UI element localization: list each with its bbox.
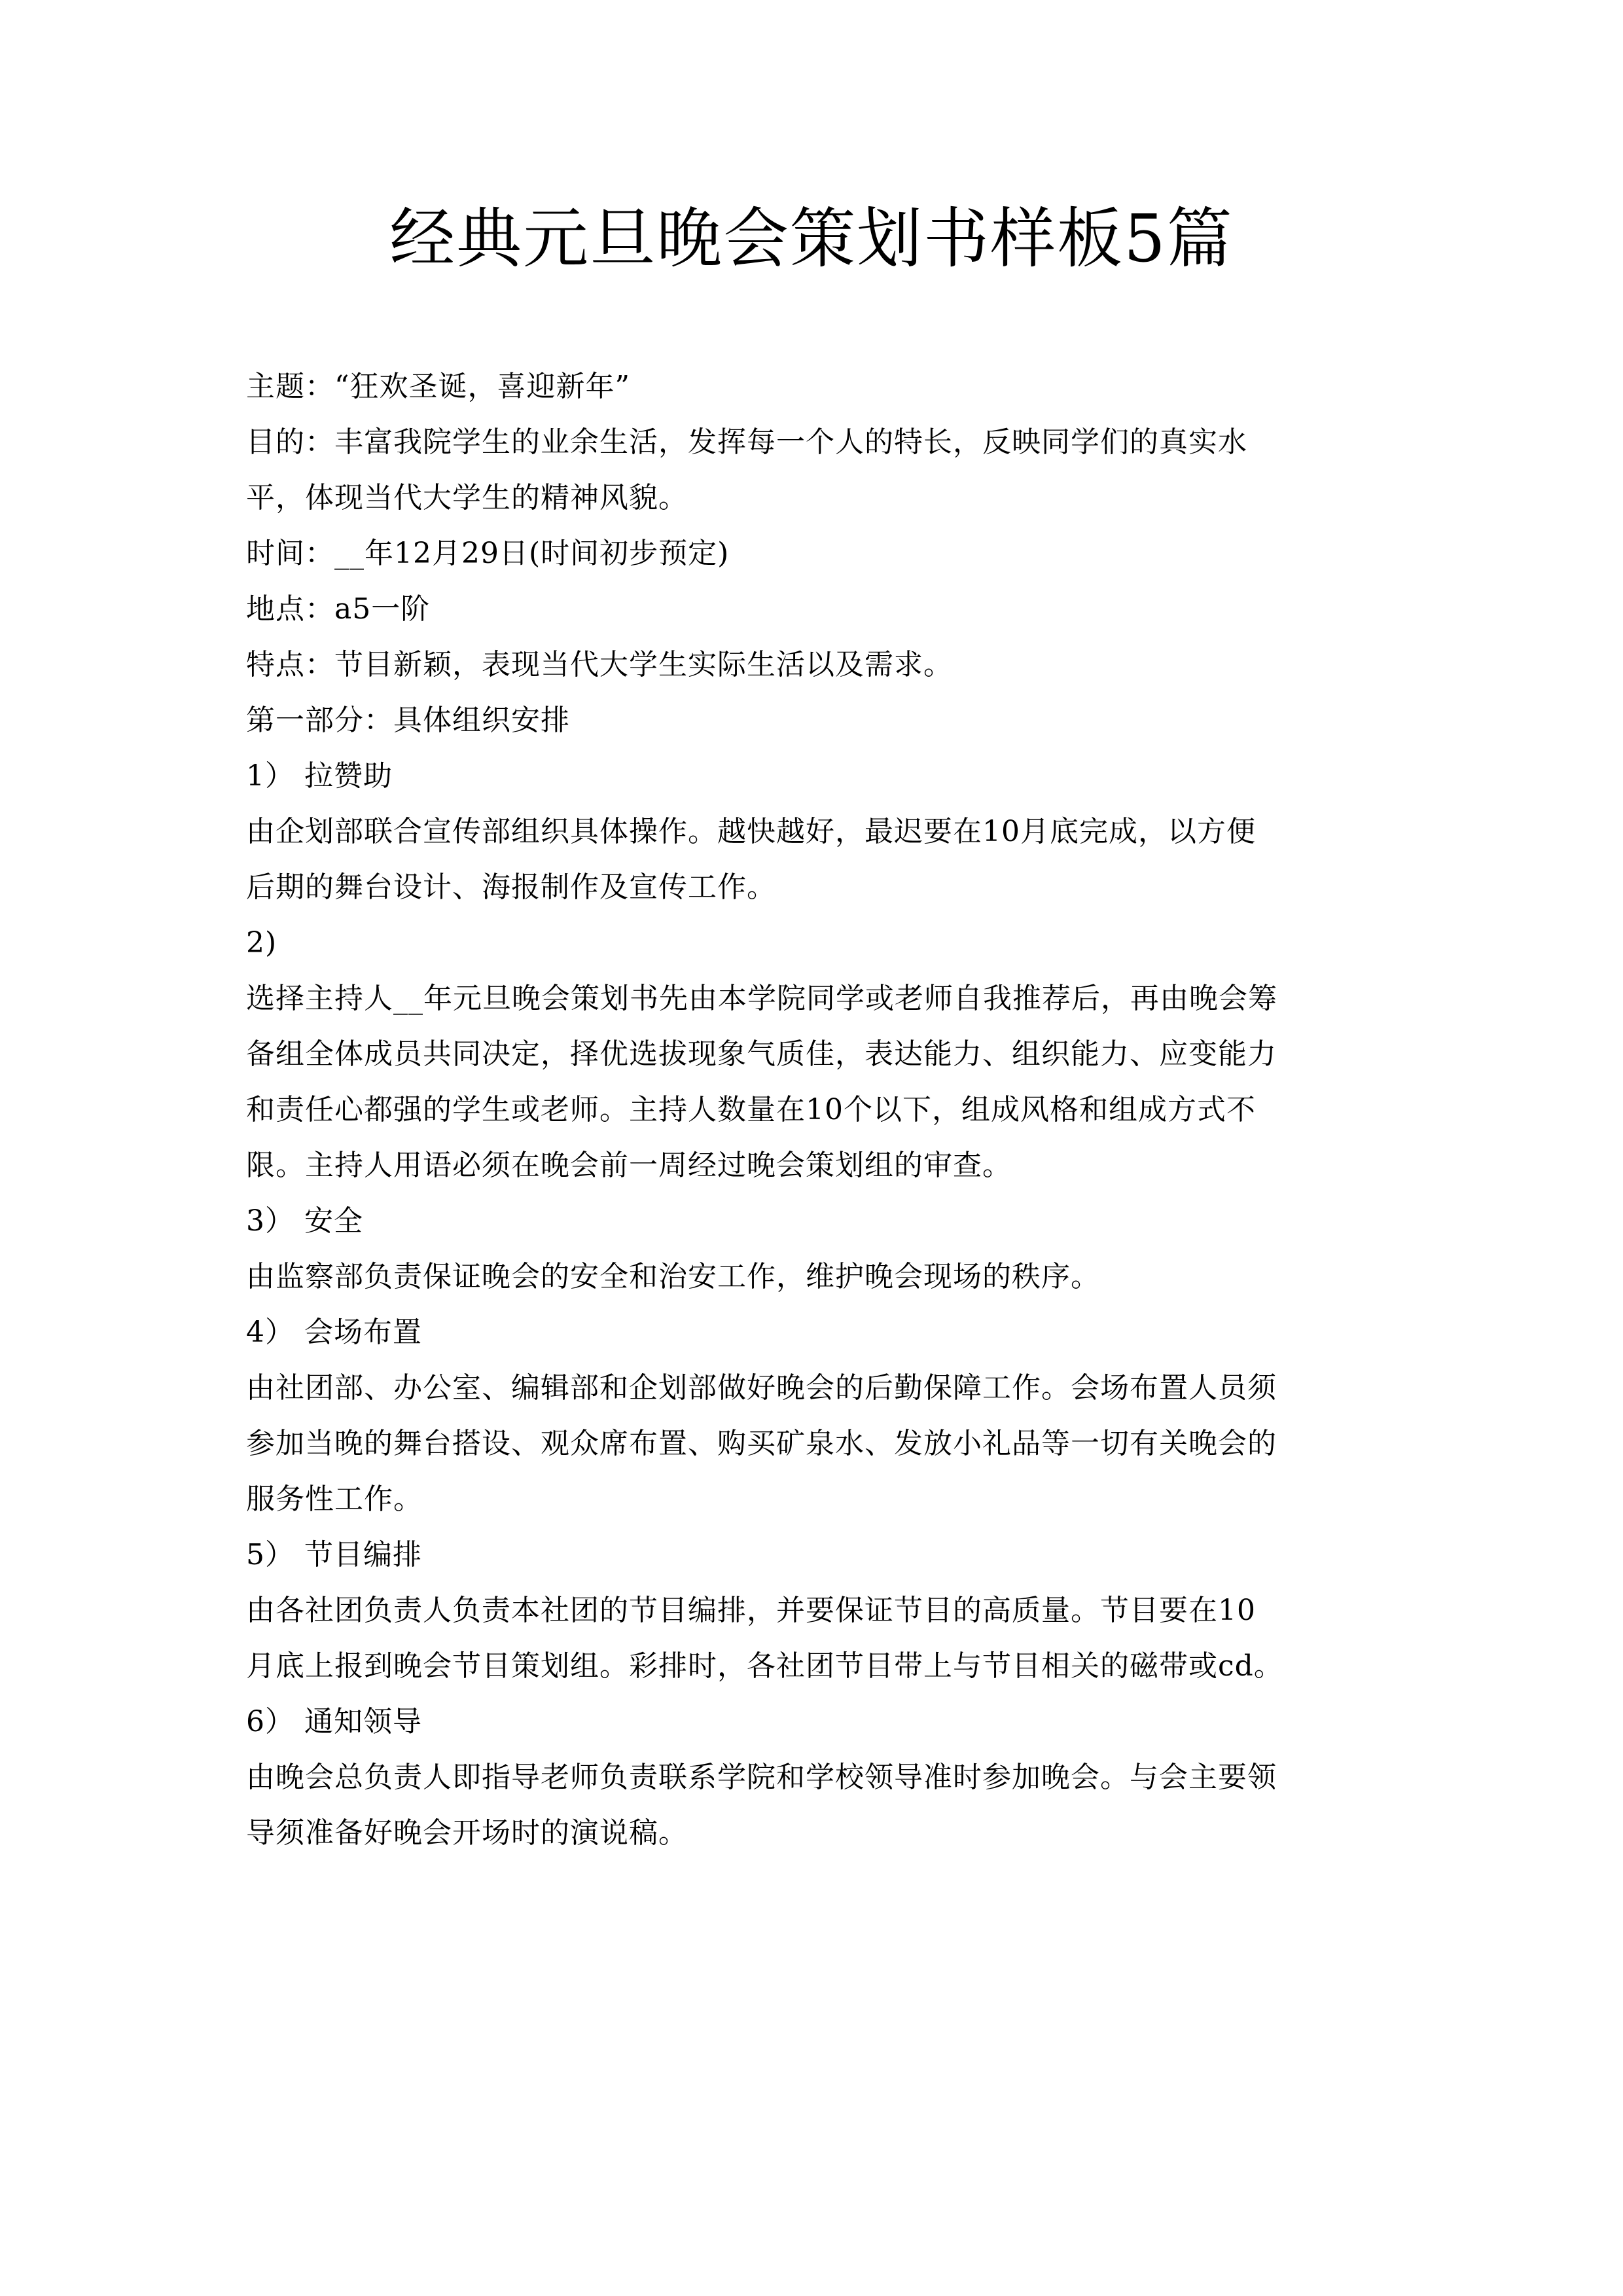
paragraph-line: 备组全体成员共同决定，择优选拔现象气质佳，表达能力、组织能力、应变能力 [246, 1037, 1277, 1071]
paragraph-line: 选择主持人__年元旦晚会策划书先由本学院同学或老师自我推荐后，再由晚会筹 [246, 982, 1277, 1015]
paragraph-line: 后期的舞台设计、海报制作及宣传工作。 [246, 870, 776, 904]
item-heading: 1） 拉赞助 [246, 759, 393, 793]
paragraph-line: 和责任心都强的学生或老师。主持人数量在10个以下，组成风格和组成方式不 [246, 1093, 1256, 1126]
paragraph-line: 参加当晚的舞台搭设、观众席布置、购买矿泉水、发放小礼品等一切有关晚会的 [246, 1427, 1277, 1460]
paragraph-line: 时间：__年12月29日(时间初步预定) [246, 537, 730, 570]
paragraph-line: 主题：“狂欢圣诞，喜迎新年” [246, 370, 630, 403]
paragraph-line: 平，体现当代大学生的精神风貌。 [246, 481, 688, 514]
item-heading: 5） 节目编排 [246, 1538, 422, 1571]
paragraph-line: 由监察部负责保证晚会的安全和治安工作，维护晚会现场的秩序。 [246, 1260, 1100, 1293]
paragraph-line: 由晚会总负责人即指导老师负责联系学院和学校领导准时参加晚会。与会主要领 [246, 1761, 1277, 1794]
section-heading: 第一部分：具体组织安排 [246, 704, 570, 737]
paragraph-line: 由企划部联合宣传部组织具体操作。越快越好，最迟要在10月底完成，以方便 [246, 815, 1256, 848]
document-body [246, 359, 1398, 1861]
paragraph-line: 由各社团负责人负责本社团的节目编排，并要保证节目的高质量。节目要在10 [246, 1594, 1256, 1627]
paragraph-line: 月底上报到晚会节目策划组。彩排时，各社团节目带上与节目相关的磁带或cd。 [246, 1649, 1283, 1683]
paragraph-line: 由社团部、办公室、编辑部和企划部做好晚会的后勤保障工作。会场布置人员须 [246, 1371, 1277, 1405]
item-heading: 3） 安全 [246, 1204, 363, 1238]
paragraph-line: 限。主持人用语必须在晚会前一周经过晚会策划组的审查。 [246, 1149, 1012, 1182]
paragraph-line: 目的：丰富我院学生的业余生活，发挥每一个人的特长，反映同学们的真实水 [246, 425, 1247, 459]
item-heading: 2) [246, 926, 277, 960]
document-title: 经典元旦晚会策划书样板5篇 [389, 200, 1234, 277]
paragraph-line: 地点：a5一阶 [246, 592, 431, 626]
item-heading: 4） 会场布置 [246, 1316, 422, 1349]
paragraph-line: 服务性工作。 [246, 1482, 423, 1516]
paragraph-line: 特点：节目新颖，表现当代大学生实际生活以及需求。 [246, 648, 953, 681]
paragraph-line: 导须准备好晚会开场时的演说稿。 [246, 1816, 688, 1850]
item-heading: 6） 通知领导 [246, 1705, 422, 1738]
